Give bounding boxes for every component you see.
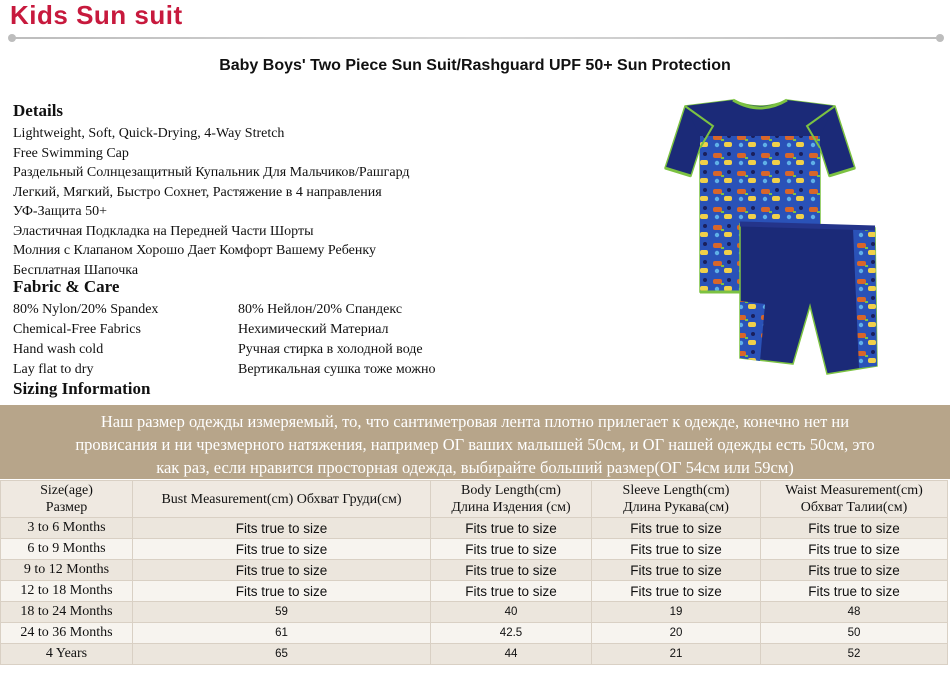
cell-sleeve: Fits true to size — [592, 560, 761, 581]
product-subtitle: Baby Boys' Two Piece Sun Suit/Rashguard UPF 50+ Sun Protection — [219, 57, 731, 74]
details-line: Free Swimming Cap — [13, 145, 129, 161]
cell-size: 3 to 6 Months — [1, 518, 133, 539]
care-en: 80% Nylon/20% Spandex — [13, 302, 159, 317]
care-row — [13, 320, 436, 340]
fabric-care-list — [13, 300, 436, 380]
banner-line: провисания и ни чрезмерного натяжения, например ОГ ваших малышей 50см, и ОГ нашей одежды есть 50см, это — [75, 435, 875, 454]
cell-size: 9 to 12 Months — [1, 560, 133, 581]
cell-length: 44 — [431, 644, 592, 665]
brand-title: Kids Sun suit — [10, 0, 183, 30]
care-ru: Вертикальная сушка тоже можно — [238, 362, 436, 377]
table-row — [1, 644, 948, 665]
care-en: Lay flat to dry — [13, 362, 94, 377]
cell-bust: Fits true to size — [133, 539, 431, 560]
cell-length: Fits true to size — [431, 518, 592, 539]
cell-sleeve: Fits true to size — [592, 581, 761, 602]
cell-sleeve: Fits true to size — [592, 518, 761, 539]
cell-waist: Fits true to size — [761, 581, 948, 602]
cell-length: Fits true to size — [431, 539, 592, 560]
header-divider — [12, 37, 940, 39]
table-row — [1, 539, 948, 560]
cell-sleeve: 19 — [592, 602, 761, 623]
details-line: Молния с Клапаном Хорошо Дает Комфорт Вашему Ребенку — [13, 243, 376, 258]
cell-size: 18 to 24 Months — [1, 602, 133, 623]
cell-waist: Fits true to size — [761, 539, 948, 560]
table-row — [1, 560, 948, 581]
details-line: Легкий, Мягкий, Быстро Сохнет, Растяжение в 4 направления — [13, 184, 382, 200]
care-en: Chemical-Free Fabrics — [13, 322, 141, 337]
cell-sleeve: Fits true to size — [592, 539, 761, 560]
cell-size: 12 to 18 Months — [1, 581, 133, 602]
details-line: УФ-Защита 50+ — [13, 204, 107, 219]
cell-bust: Fits true to size — [133, 518, 431, 539]
fabric-heading: Fabric & Care — [13, 277, 120, 296]
cell-waist: 48 — [761, 602, 948, 623]
cell-length: 40 — [431, 602, 592, 623]
table-row — [1, 581, 948, 602]
col-header-sleeve: Sleeve Length(cm) Длина Рукава(см) — [592, 481, 761, 518]
cell-length: Fits true to size — [431, 560, 592, 581]
sizing-heading: Sizing Information — [13, 379, 151, 398]
banner-line: Наш размер одежды измеряемый, то, что сантиметровая лента плотно прилегает к одежде, конечно нет ни — [100, 412, 850, 431]
table-row — [1, 602, 948, 623]
details-list — [13, 124, 410, 280]
cell-bust: Fits true to size — [133, 581, 431, 602]
cell-size: 4 Years — [1, 644, 133, 665]
cell-waist: 52 — [761, 644, 948, 665]
cell-sleeve: 21 — [592, 644, 761, 665]
divider-dot-left — [8, 34, 16, 42]
col-header-waist: Waist Measurement(cm) Обхват Талии(см) — [761, 481, 948, 518]
cell-size: 6 to 9 Months — [1, 539, 133, 560]
table-row — [1, 518, 948, 539]
col-header-size: Size(age) Размер — [1, 481, 133, 518]
details-line: Бесплатная Шапочка — [13, 262, 139, 278]
care-ru: Ручная стирка в холодной воде — [238, 342, 423, 357]
cell-bust: 65 — [133, 644, 431, 665]
cell-bust: 61 — [133, 623, 431, 644]
care-ru: Нехимический Материал — [238, 322, 389, 337]
care-en: Hand wash cold — [13, 342, 104, 357]
sizing-note-banner — [0, 405, 950, 479]
cell-length: Fits true to size — [431, 581, 592, 602]
cell-bust: 59 — [133, 602, 431, 623]
details-heading: Details — [13, 101, 64, 120]
cell-length: 42.5 — [431, 623, 592, 644]
table-header-row — [1, 481, 948, 518]
cell-waist: Fits true to size — [761, 518, 948, 539]
care-row — [13, 340, 436, 360]
table-row — [1, 623, 948, 644]
swimsuit-illustration — [615, 96, 905, 386]
care-row — [13, 300, 436, 320]
details-line: Раздельный Солнцезащитный Купальник Для Мальчиков/Рашгард — [13, 165, 410, 180]
details-line: Lightweight, Soft, Quick-Drying, 4-Way Stretch — [13, 126, 285, 141]
size-chart-table — [0, 480, 948, 665]
divider-dot-right — [936, 34, 944, 42]
cell-sleeve: 20 — [592, 623, 761, 644]
cell-bust: Fits true to size — [133, 560, 431, 581]
care-row — [13, 360, 436, 380]
col-header-bust: Bust Measurement(cm) Обхват Груди(см) — [133, 481, 431, 518]
care-ru: 80% Нейлон/20% Спандекс — [238, 302, 403, 317]
cell-size: 24 to 36 Months — [1, 623, 133, 644]
cell-waist: 50 — [761, 623, 948, 644]
cell-waist: Fits true to size — [761, 560, 948, 581]
col-header-length: Body Length(cm) Длина Издения (см) — [431, 481, 592, 518]
banner-line: как раз, если нравится просторная одежда, выбирайте больший размер(ОГ 54см или 59см) — [156, 458, 794, 477]
swimsuit-image — [615, 96, 905, 386]
details-line: Эластичная Подкладка на Передней Части Шорты — [13, 223, 314, 239]
